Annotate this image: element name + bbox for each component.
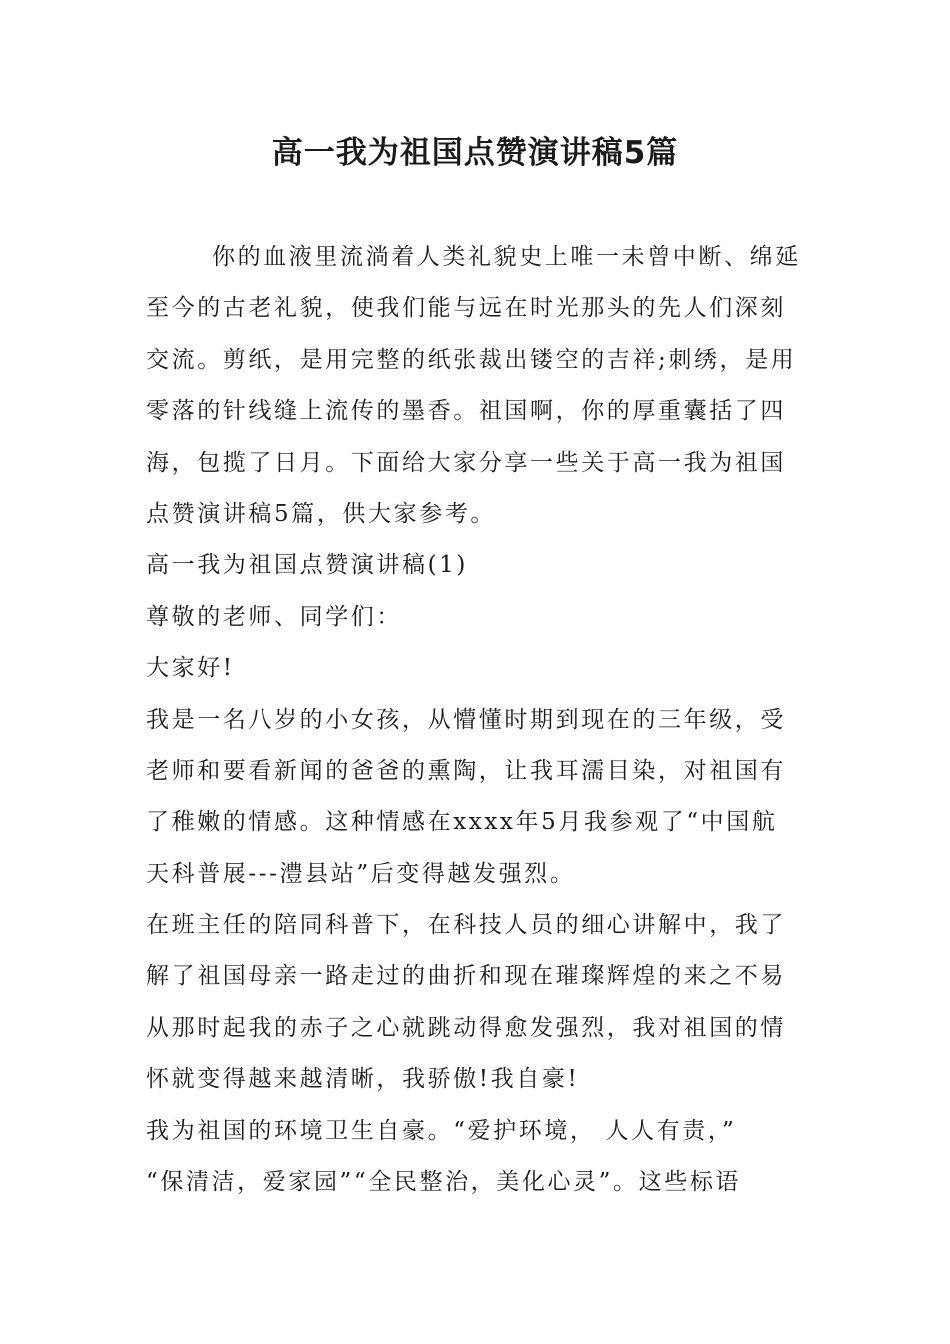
paragraph-line: 了稚嫩的情感。这种情感在xxxx年5月我参观了“中国航 <box>146 809 778 836</box>
paragraph-line: 在班主任的陪同科普下，在科技人员的细心讲解中，我了 <box>146 912 786 939</box>
paragraph-line: 从那时起我的赤子之心就跳动得愈发强烈，我对祖国的情 <box>146 1014 786 1041</box>
paragraph-line: 零落的针线缝上流传的墨香。祖国啊，你的厚重囊括了四 <box>146 398 786 425</box>
paragraph-line: 老师和要看新闻的爸爸的熏陶，让我耳濡目染，对祖国有 <box>146 757 786 784</box>
paragraph-line: 你的血液里流淌着人类礼貌史上唯一未曾中断、绵延 <box>212 244 801 270</box>
paragraph-line: 海，包揽了日月。下面给大家分享一些关于高一我为祖国 <box>146 449 786 476</box>
section-heading: 高一我为祖国点赞演讲稿(1) <box>146 552 468 579</box>
greeting-line: 大家好! <box>146 655 235 682</box>
paragraph-line: “保清洁，爱家园”“全民整治，美化心灵”。这些标语 <box>146 1169 742 1196</box>
document-title: 高一我为祖国点赞演讲稿5篇 <box>271 135 679 171</box>
salutation-line: 尊敬的老师、同学们： <box>146 603 402 630</box>
paragraph-line: 我为祖国的环境卫生自豪。“爱护环境， 人人有责，” <box>146 1117 737 1144</box>
paragraph-line: 至今的古老礼貌，使我们能与远在时光那头的先人们深刻 <box>146 295 786 322</box>
paragraph-line: 天科普展---澧县站”后变得越发强烈。 <box>146 860 576 887</box>
document-body <box>146 232 806 1208</box>
paragraph-line: 我是一名八岁的小女孩，从懵懂时期到现在的三年级，受 <box>146 706 786 733</box>
paragraph-line: 点赞演讲稿5篇，供大家参考。 <box>146 500 497 527</box>
paragraph-line: 交流。剪纸，是用完整的纸张裁出镂空的吉祥;刺绣，是用 <box>146 346 797 373</box>
paragraph-line: 解了祖国母亲一路走过的曲折和现在璀璨辉煌的来之不易 <box>146 963 786 990</box>
paragraph-line: 怀就变得越来越清晰，我骄傲!我自豪! <box>146 1066 580 1093</box>
